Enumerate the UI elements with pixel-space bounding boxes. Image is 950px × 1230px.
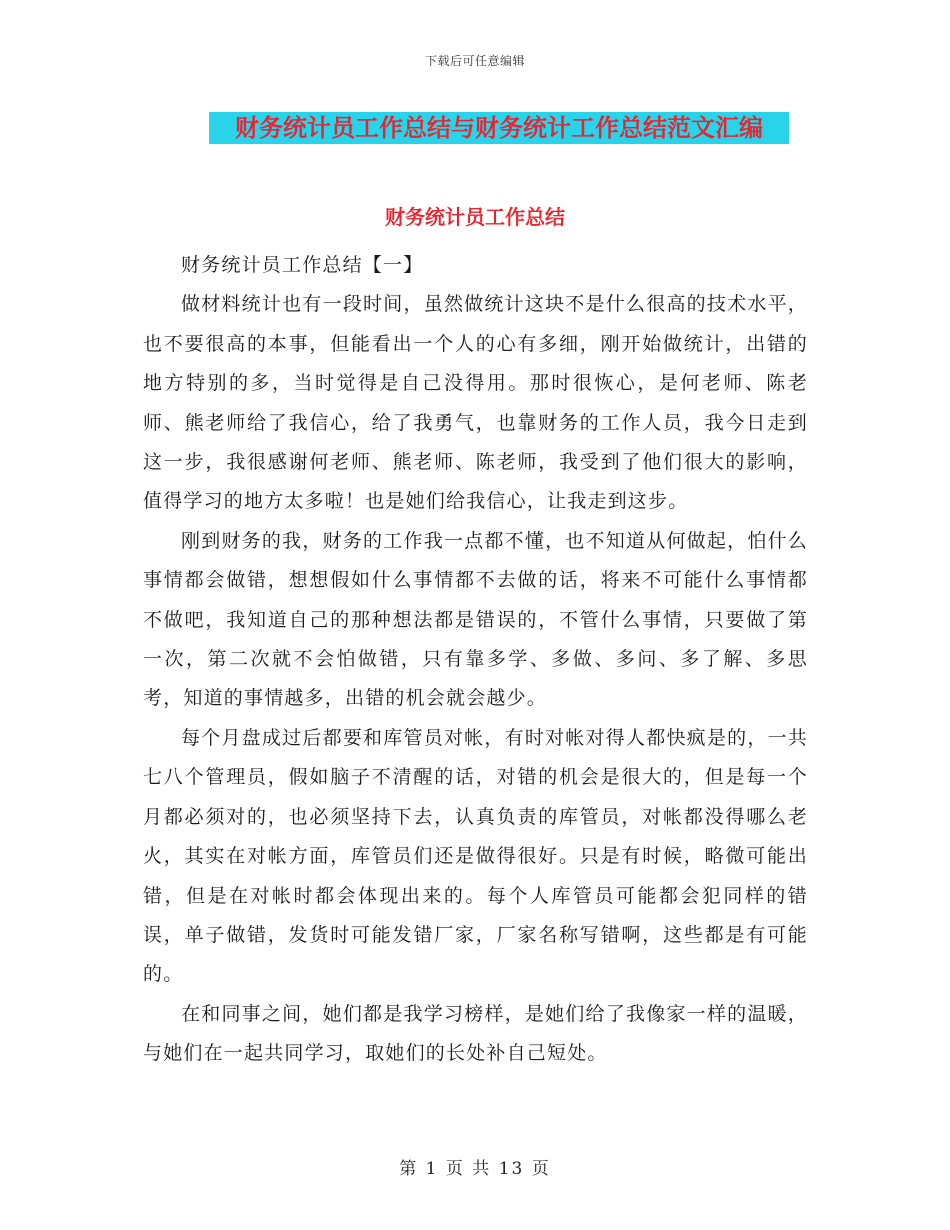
document-body xyxy=(143,246,808,1074)
paragraph-3: 每个月盘成过后都要和库管员对帐，有时对帐对得人都快疯是的，一共七八个管理员，假如脑子不清醒的话，对错的机会是很大的，但是每一个月都必须对的，也必须坚持下去，认真负责的库管员，对帐都没得哪么老火，其实在对帐方面，库管员们还是做得很好。只是有时候，略微可能出错，但是在对帐时都会体现出来的。每个人库管员可能都会犯同样的错误，单子做错，发货时可能发错厂家，厂家名称写错啊，这些都是有可能的。 xyxy=(143,726,808,986)
paragraph-1: 做材料统计也有一段时间，虽然做统计这块不是什么很高的技术水平，也不要很高的本事，但能看出一个人的心有多细，刚开始做统计，出错的地方特别的多，当时觉得是自己没得用。那时很恢心，是何老师、陈老师、熊老师给了我信心，给了我勇气，也靠财务的工作人员，我今日走到这一步，我很感谢何老师、熊老师、陈老师，我受到了他们很大的影响，值得学习的地方太多啦！也是她们给我信心，让我走到这步。 xyxy=(143,293,808,513)
section-title: 财务统计员工作总结 xyxy=(385,205,565,229)
page-header-note: 下载后可任意编辑 xyxy=(424,54,525,68)
paragraph-4: 在和同事之间，她们都是我学习榜样，是她们给了我像家一样的温暖，与她们在一起共同学习，取她们的长处补自己短处。 xyxy=(143,1002,808,1065)
sub-heading: 财务统计员工作总结【一】 xyxy=(181,254,424,276)
paragraph-2: 刚到财务的我，财务的工作我一点都不懂，也不知道从何做起，怕什么事情都会做错，想想假如什么事情都不去做的话，将来不可能什么事情都不做吧，我知道自己的那种想法都是错误的，不管什么事情，只要做了第一次，第二次就不会怕做错，只有靠多学、多做、多问、多了解、多思考，知道的事情越多，出错的机会就会越少。 xyxy=(143,529,808,710)
document-title: 财务统计员工作总结与财务统计工作总结范文汇编 xyxy=(209,112,789,144)
page-number: 第 1 页 共 13 页 xyxy=(399,1159,551,1179)
